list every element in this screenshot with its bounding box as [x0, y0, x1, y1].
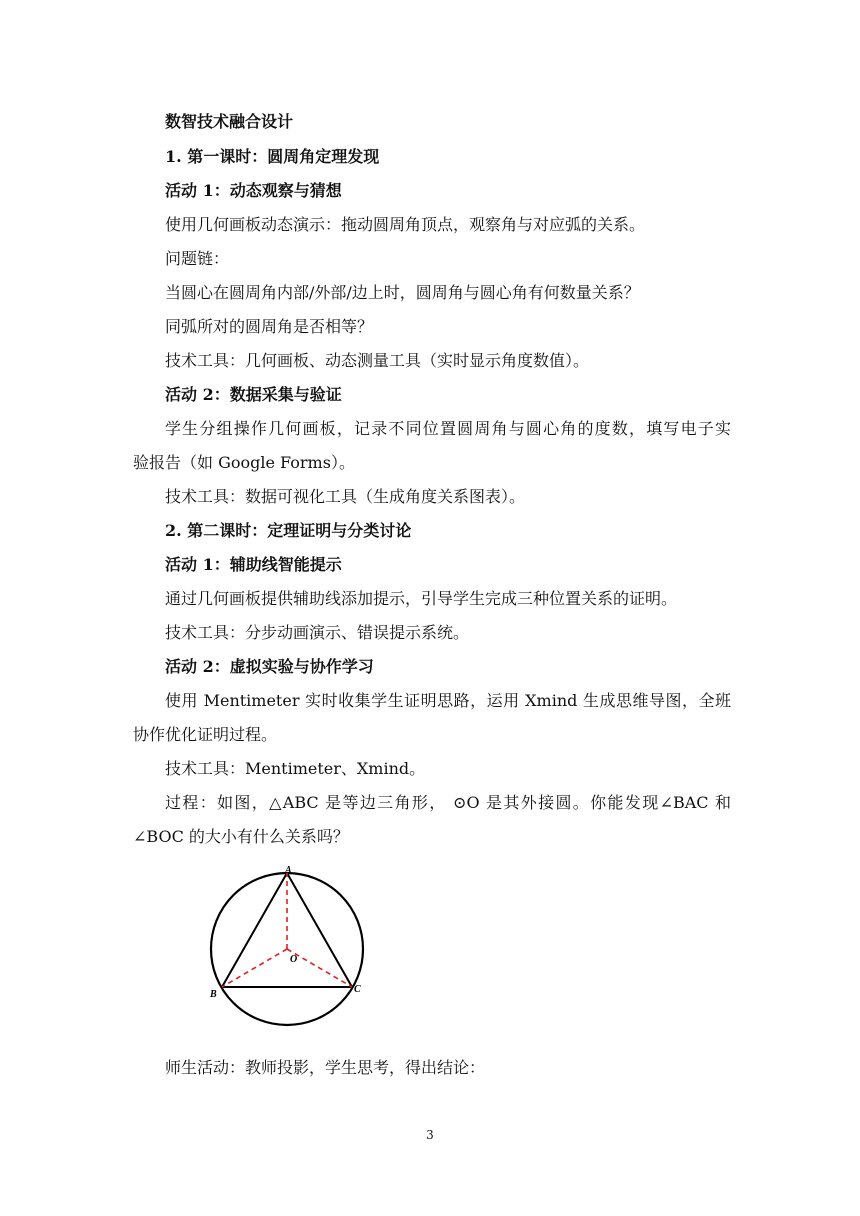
lesson-1-activity-1-description: 使用几何画板动态演示：拖动圆周角顶点，观察角与对应弧的关系。	[165, 215, 646, 234]
lesson-2-activity-2-heading: 活动 2：虚拟实验与协作学习	[165, 657, 374, 676]
lesson-1-activity-2-description-line-2: 验报告（如 Google Forms）。	[133, 453, 355, 472]
question-2: 同弧所对的圆周角是否相等？	[165, 317, 374, 336]
label-o: O	[290, 954, 298, 965]
lesson-1-activity-2-heading: 活动 2：数据采集与验证	[165, 385, 342, 404]
process-line-1: 过程：如图，△ABC 是等边三角形， ⊙O 是其外接圆。你能发现∠BAC 和	[165, 793, 731, 812]
question-chain-label: 问题链：	[165, 249, 230, 268]
lesson-2-heading: 2. 第二课时：定理证明与分类讨论	[165, 521, 412, 540]
lesson-1-activity-1-tools: 技术工具：几何画板、动态测量工具（实时显示角度数值）。	[165, 351, 590, 370]
radius-lines	[222, 873, 352, 987]
inscribed-triangle-figure	[200, 862, 380, 1032]
label-b: B	[210, 989, 217, 1000]
lesson-2-activity-1-description: 通过几何画板提供辅助线添加提示，引导学生完成三种位置关系的证明。	[165, 589, 678, 608]
lesson-2-activity-1-tools: 技术工具：分步动画演示、错误提示系统。	[165, 623, 470, 642]
label-a: A	[285, 865, 292, 876]
lesson-2-activity-2-tools: 技术工具：Mentimeter、Xmind。	[165, 759, 426, 778]
lesson-1-activity-2-description-line-1: 学生分组操作几何画板，记录不同位置圆周角与圆心角的度数，填写电子实	[165, 419, 731, 438]
question-1: 当圆心在圆周角内部/外部/边上时，圆周角与圆心角有何数量关系？	[165, 283, 640, 302]
lesson-2-activity-1-heading: 活动 1：辅助线智能提示	[165, 555, 342, 574]
page-number: 3	[426, 1128, 434, 1142]
lesson-1-activity-2-tools: 技术工具：数据可视化工具（生成角度关系图表）。	[165, 487, 526, 506]
lesson-1-heading: 1. 第一课时：圆周角定理发现	[165, 147, 380, 166]
lesson-1-activity-1-heading: 活动 1：动态观察与猜想	[165, 181, 342, 200]
lesson-2-activity-2-description-line-2: 协作优化证明过程。	[133, 725, 278, 744]
lesson-2-activity-2-description-line-1: 使用 Mentimeter 实时收集学生证明思路，运用 Xmind 生成思维导图，全班	[165, 691, 731, 710]
label-c: C	[354, 984, 361, 995]
section-title: 数智技术融合设计	[165, 112, 294, 131]
teacher-student-activity: 师生活动：教师投影，学生思考，得出结论：	[165, 1058, 486, 1077]
process-line-2: ∠BOC 的大小有什么关系吗？	[133, 827, 349, 846]
